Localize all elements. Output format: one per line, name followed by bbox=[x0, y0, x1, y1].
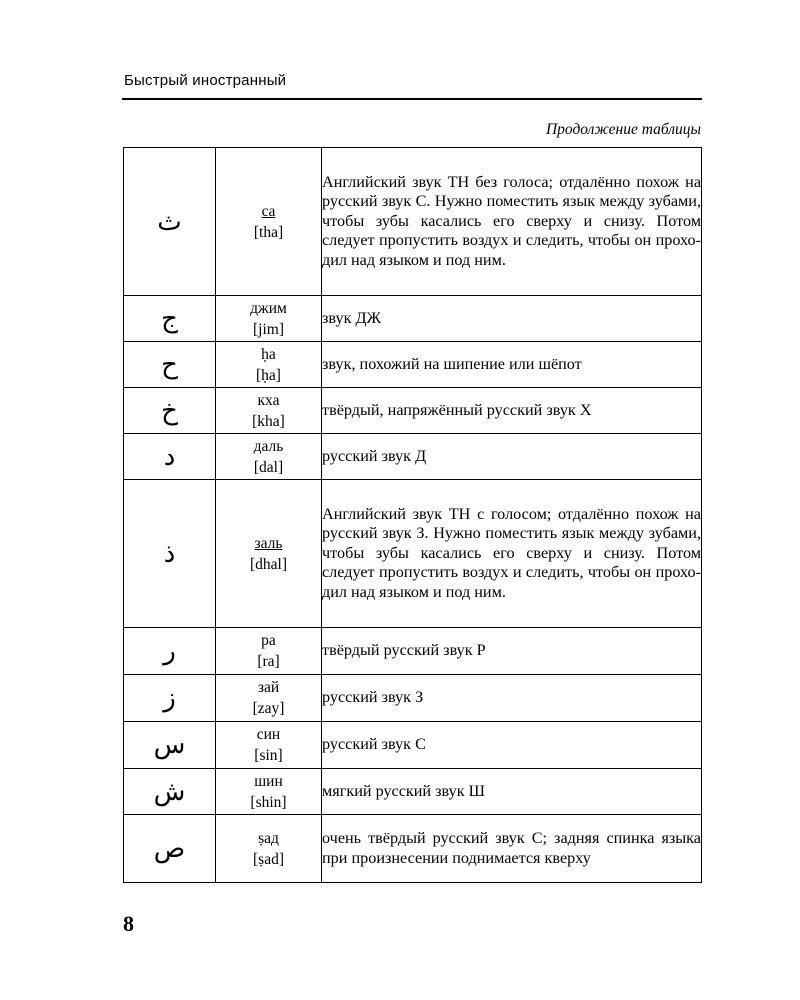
page-number: 8 bbox=[123, 911, 134, 936]
arabic-letter: ث bbox=[124, 148, 216, 296]
arabic-letter: ذ bbox=[124, 480, 216, 628]
header-rule bbox=[122, 98, 702, 100]
sound-description: твёрдый, напряжённый русский звук Х bbox=[322, 388, 702, 434]
arabic-letter: ز bbox=[124, 675, 216, 722]
sound-description: звук, похожий на шипение или шёпот bbox=[322, 342, 702, 388]
letter-transliteration: [ḥa] bbox=[256, 366, 281, 384]
letter-name-cell bbox=[216, 628, 322, 675]
letter-transliteration: [jim] bbox=[253, 320, 284, 338]
sound-description: мягкий русский звук Ш bbox=[322, 769, 702, 815]
table-row bbox=[124, 628, 702, 675]
table-caption: Продолжение таблицы bbox=[545, 121, 701, 138]
running-header: Быстрый иностранный bbox=[124, 72, 287, 89]
letter-name-cell bbox=[216, 815, 322, 883]
sound-description: Английский звук TH без голоса; отдалённо похож на русский звук С. Нужно поместить язык между зубами, чтобы зубы касались его сверху и снизу. Потом следует пропустить воздух и следить, чтобы он проходил над языком и под ним. bbox=[322, 148, 702, 296]
table-row bbox=[124, 148, 702, 296]
letter-transliteration: [zay] bbox=[252, 700, 285, 717]
letter-name-cell bbox=[216, 148, 322, 296]
letter-transliteration: [kha] bbox=[252, 412, 285, 430]
arabic-letter: ح bbox=[124, 342, 216, 388]
letter-name-cell bbox=[216, 388, 322, 434]
letter-transliteration: [ṣad] bbox=[253, 850, 284, 868]
letter-name: кха bbox=[257, 391, 280, 409]
table-row bbox=[124, 675, 702, 722]
table-row bbox=[124, 342, 702, 388]
table-row bbox=[124, 434, 702, 480]
sound-description: Английский звук TH с голосом; отдалённо похож на русский звук З. Нужно поместить язык между зубами, чтобы зубы касались его сверху и снизу. Потом следует пропустить воздух и следить, чтобы он проходил над языком и под ним. bbox=[322, 480, 702, 628]
table-row bbox=[124, 296, 702, 342]
letter-name: ṣад bbox=[258, 829, 279, 847]
arabic-letter: ر bbox=[124, 628, 216, 675]
letter-name: джим bbox=[250, 299, 287, 317]
arabic-letter: د bbox=[124, 434, 216, 480]
letter-transliteration: [tha] bbox=[253, 223, 284, 241]
letter-name: зай bbox=[257, 679, 280, 696]
letter-name: ра bbox=[261, 632, 276, 649]
arabic-letter: س bbox=[124, 722, 216, 769]
letter-name: даль bbox=[253, 437, 284, 455]
letter-transliteration: [shin] bbox=[250, 793, 287, 811]
letter-name-cell bbox=[216, 296, 322, 342]
sound-description: очень твёрдый русский звук С; задняя спинка языка при произнесении поднимается кверху bbox=[322, 815, 702, 883]
letter-name-cell bbox=[216, 480, 322, 628]
table-row bbox=[124, 769, 702, 815]
letter-name: ca bbox=[261, 202, 276, 220]
letter-name-cell bbox=[216, 722, 322, 769]
letter-name: заль bbox=[254, 534, 283, 552]
letter-name-cell bbox=[216, 769, 322, 815]
letter-transliteration: [dal] bbox=[253, 458, 284, 476]
letter-name: шин bbox=[254, 772, 283, 790]
arabic-letter: ص bbox=[124, 815, 216, 883]
letter-name: син bbox=[256, 726, 281, 743]
arabic-letter: ش bbox=[124, 769, 216, 815]
arabic-letter: ج bbox=[124, 296, 216, 342]
table-row bbox=[124, 722, 702, 769]
letter-name-cell bbox=[216, 675, 322, 722]
sound-description: русский звук Д bbox=[322, 434, 702, 480]
sound-description: русский звук С bbox=[322, 722, 702, 769]
arabic-alphabet-table bbox=[123, 147, 702, 883]
table-row bbox=[124, 480, 702, 628]
sound-description: звук ДЖ bbox=[322, 296, 702, 342]
table-row bbox=[124, 815, 702, 883]
table-row bbox=[124, 388, 702, 434]
letter-name: ḥa bbox=[261, 345, 276, 363]
letter-transliteration: [ra] bbox=[257, 653, 280, 670]
arabic-letter: خ bbox=[124, 388, 216, 434]
sound-description: твёрдый русский звук Р bbox=[322, 628, 702, 675]
sound-description: русский звук З bbox=[322, 675, 702, 722]
letter-transliteration: [dhal] bbox=[249, 555, 287, 573]
letter-name-cell bbox=[216, 434, 322, 480]
letter-name-cell bbox=[216, 342, 322, 388]
letter-transliteration: [sin] bbox=[254, 747, 283, 764]
